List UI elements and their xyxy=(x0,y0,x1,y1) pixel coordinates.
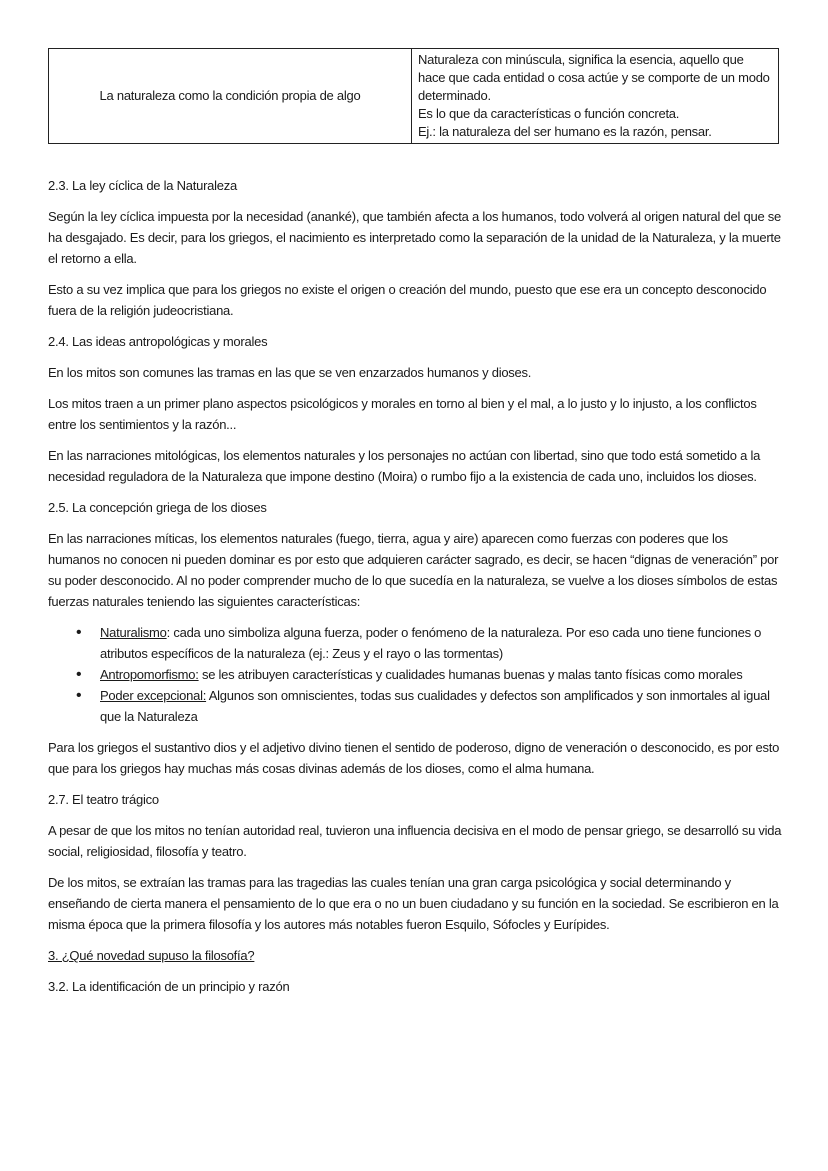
definition-table xyxy=(48,48,779,144)
list-text: : cada uno simboliza alguna fuerza, poder o fenómeno de la naturaleza. Por eso cada uno tiene funciones o atributos específicos de la naturaleza (ej.: Zeus y el rayo o las tormentas) xyxy=(100,625,762,661)
list-term: Antropomorfismo: xyxy=(100,667,199,682)
list-text: se les atribuyen características y cualidades humanas buenas y malas tanto físicas como morales xyxy=(198,667,743,682)
paragraph: Para los griegos el sustantivo dios y el adjetivo divino tienen el sentido de poderoso, digno de veneración o desconocido, es por esto que para los griegos hay muchas más cosas divinas además de los dioses, como el alma humana. xyxy=(48,740,780,776)
list-term: Poder excepcional: xyxy=(100,688,207,703)
table-cell-definition xyxy=(412,49,779,144)
definition-line: Es lo que da características o función concreta. xyxy=(418,106,680,121)
characteristics-list xyxy=(48,622,782,727)
list-item xyxy=(100,664,782,685)
table-row xyxy=(49,49,779,144)
paragraph: En los mitos son comunes las tramas en las que se ven enzarzados humanos y dioses. xyxy=(48,365,532,380)
list-item xyxy=(100,685,782,727)
paragraph: Los mitos traen a un primer plano aspectos psicológicos y morales en torno al bien y el mal, a lo justo y lo injusto, a los conflictos entre los sentimientos y la razón... xyxy=(48,396,757,432)
section-heading: 2.4. Las ideas antropológicas y morales xyxy=(48,334,268,349)
paragraph: En las narraciones míticas, los elementos naturales (fuego, tierra, agua y aire) aparecen como fuerzas con poderes que los humanos no conocen ni pueden dominar es por esto que adquieren carácter sagrado, es decir, se hacen “dignas de veneración” por su poder desconocido. Al no poder comprender mucho de lo que sucedía en la naturaleza, se vuelve a los dioses símbolos de estas fuerzas naturales teniendo las siguientes características: xyxy=(48,531,779,609)
list-text: Algunos son omniscientes, todas sus cualidades y defectos son amplificados y son inmortales al igual que la Naturaleza xyxy=(100,688,770,724)
table-cell-term: La naturaleza como la condición propia de algo xyxy=(49,49,412,144)
section-heading: 3.2. La identificación de un principio y razón xyxy=(48,979,290,994)
definition-line: Ej.: la naturaleza del ser humano es la razón, pensar. xyxy=(418,124,712,139)
section-heading: 2.7. El teatro trágico xyxy=(48,792,159,807)
section-heading: 3. ¿Qué novedad supuso la filosofía? xyxy=(48,948,255,963)
list-item xyxy=(100,622,782,664)
section-heading: 2.3. La ley cíclica de la Naturaleza xyxy=(48,178,237,193)
paragraph: De los mitos, se extraían las tramas para las tragedias las cuales tenían una gran carga psicológica y social determinando y enseñando de cierta manera el pensamiento de lo que era o no un buen ciudadano y su función en la sociedad. Se escribieron en la misma época que la primera filosofía y los autores más notables fueron Esquilo, Sófocles y Eurípides. xyxy=(48,875,779,932)
paragraph: En las narraciones mitológicas, los elementos naturales y los personajes no actúan con libertad, sino que todo está sometido a la necesidad reguladora de la Naturaleza que impone destino (Moira) o rumbo fijo a la existencia de cada uno, incluidos los dioses. xyxy=(48,448,761,484)
document-page xyxy=(48,48,782,1007)
section-heading: 2.5. La concepción griega de los dioses xyxy=(48,500,267,515)
paragraph: Esto a su vez implica que para los griegos no existe el origen o creación del mundo, puesto que ese era un concepto desconocido fuera de la religión judeocristiana. xyxy=(48,282,767,318)
paragraph: A pesar de que los mitos no tenían autoridad real, tuvieron una influencia decisiva en el modo de pensar griego, se desarrolló su vida social, religiosidad, filosofía y teatro. xyxy=(48,823,782,859)
definition-line: Naturaleza con minúscula, significa la esencia, aquello que hace que cada entidad o cosa actúe y se comporte de un modo determinado. xyxy=(418,52,770,103)
list-term: Naturalismo xyxy=(100,625,167,640)
paragraph: Según la ley cíclica impuesta por la necesidad (ananké), que también afecta a los humanos, todo volverá al origen natural del que se ha desgajado. Es decir, para los griegos, el nacimiento es interpretado como la separación de la unidad de la Naturaleza, y la muerte el retorno a ella. xyxy=(48,209,782,266)
